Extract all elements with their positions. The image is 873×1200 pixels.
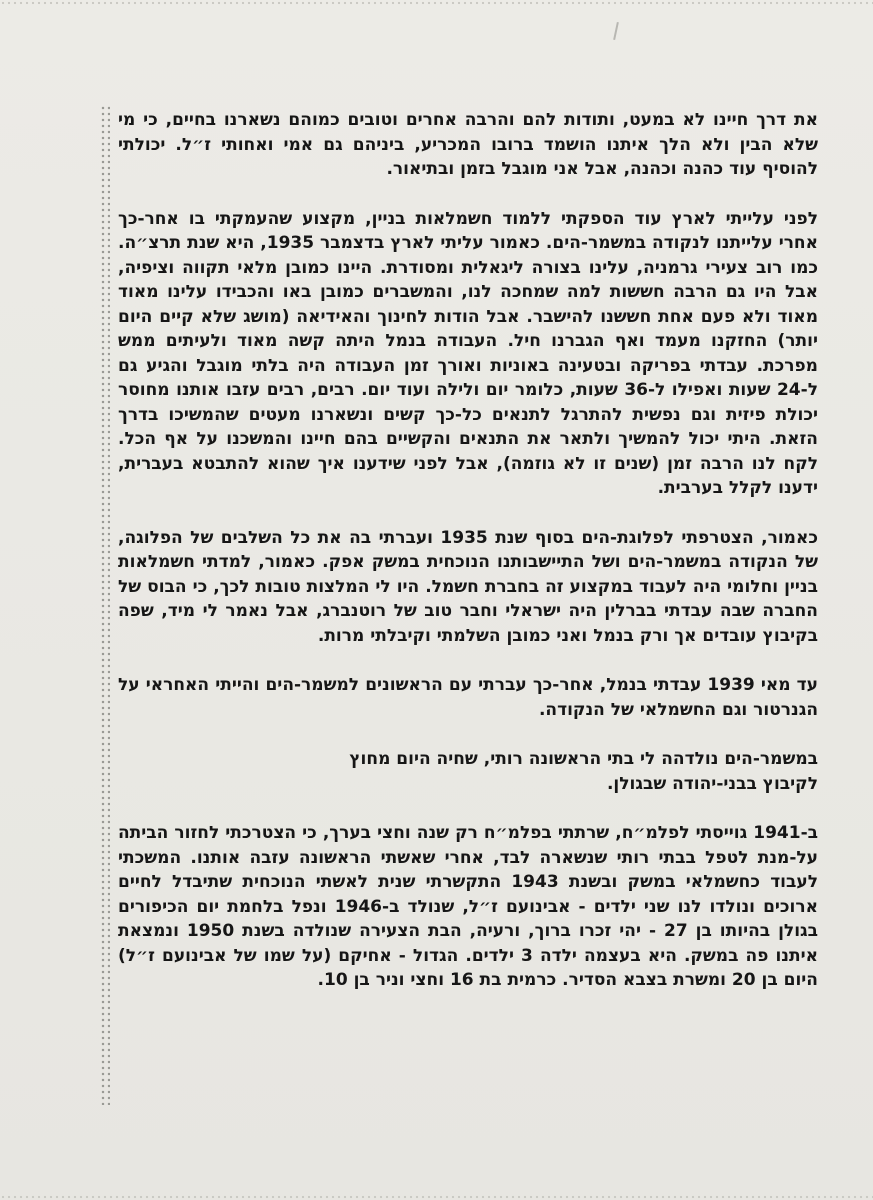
paragraph-1: את דרך חיינו לא במעט, ותודות להם והרבה אחרים וטובים כמוהם נשארנו בחיים, כי מי שלא הבין ולא הלך איתנו הושמד ברובו המכריע, ביניהם גם אמי ואחותי ז״ל. יכולתי להוסיף עוד כהנה וכהנה, אבל אני מוגבל בזמן ובתיאור.	[118, 110, 818, 179]
top-edge-perforation	[0, 0, 873, 6]
document-body	[118, 108, 818, 1018]
pencil-mark	[613, 22, 619, 40]
bottom-edge-perforation	[0, 1194, 873, 1200]
paragraph-5: במשמר-הים נולדהה לי בתי הראשונה רותי, שחיה היום מחוץ לקיבוץ בבני-יהודה שבגולן.	[349, 749, 818, 794]
paragraph-3: כאמור, הצטרפתי לפלוגת-הים בסוף שנת 1935 ועברתי בה את כל השלבים של הפלוגה, של הנקודה במשמר-הים ושל התיישבותנו הנוכחית במשק אפק. כאמור, למדתי חשמלאות בניין וחלומי היה לעבוד במקצוע זה בחברת חשמל. היו לי המלצות טובות לכך, כי הבוס של החברה שבה עבדתי בברלין היה ישראלי וחבר טוב של רוטנברג, אבל נאמר לי מיד, שפה בקיבוץ עובדים אך ורק בנמל ואני כמובן השלמתי וקיבלתי מרות.	[118, 527, 818, 646]
paragraph-4: עד מאי 1939 עבדתי בנמל, אחר-כך עברתי עם הראשונים למשמר-הים והייתי האחראי על הגנרטור וגם החשמלאי של הנקודה.	[118, 675, 818, 720]
decorative-dotted-border	[100, 105, 110, 1105]
paragraph-2: לפני עלייתי לארץ עוד הספקתי ללמוד חשמלאות בניין, מקצוע שהעמקתי בו אחר-כך אחרי עלייתנו לנקודה במשמר-הים. כאמור עליתי לארץ בדצמבר 1935, היא שנת תרצ״ה. כמו רוב צעירי גרמניה, עלינו בצורה ליגאלית ומסודרת. היינו כמובן מלאי תקווה וציפיה, אבל היו גם הרבה חששות למה שמחכה לנו, והמשברים כמובן באו והכבידו עלינו מאוד מאוד ולא פעם אחת חששנו להישבר. אבל הודות לחינוך והאידיאה (מושג שלא קיים היום יותר) החזקנו מעמד ואף הגברנו חיל. העבודה בנמל היתה קשה מאוד ולעיתים ממש מפרכת. עבדתי בפריקה ובטעינה באוניות ואורך זמן העבודה היה בלתי מוגבל והגיע גם ל-24 שעות ואפילו ל-36 שעות, כלומר יום ולילה ועוד יום. רבים, רבים עזבו אותנו מחוסר יכולת פיזית וגם נפשית להתרגל לתנאים כל-כך קשים ונשארנו מעטים שהמשיכו בדרך הזאת. היתי יכול להמשיך ולתאר את התנאים והקשיים בהם חיינו והמשכנו על אף הכל. לקח לנו הרבה זמן (שנים זו לא גוזמה), אבל לפני שידענו איך שהוא להתבטא בעברית, ידענו לקלל בערבית.	[118, 208, 818, 498]
paragraph-6: ב-1941 גוייסתי לפלמ״ח, שרתתי בפלמ״ח רק שנה וחצי בערך, כי הצטרכתי לחזור הביתה על-מנת לטפל בבתי רותי שנשארה לבד, אחרי שאשתי הראשונה עזבה אותנו. המשכתי לעבוד כחשמלאי במשק ובשנת 1943 התקשרתי שנית לאשתי הנוכחית שתיבדל לחיים ארוכים ונולדו לנו שני ילדים - אבינועם ז״ל, שנולד ב-1946 ונפל בלחמת יום הכיפורים בגולן בהיותו בן 27 - יהי זכרו ברוך, ורעיה, הבת הצעירה שנולדה בשנת 1950 ונמצאת איתנו פה במשק. היא בעצמה ילדה 3 ילדים. הגדול - אחיקם (על שמו של אבינועם ז״ל) היום בן 20 ומשרת בצבא הסדיר. כרמית בת 16 וחצי וניר בן 10.	[118, 823, 819, 990]
